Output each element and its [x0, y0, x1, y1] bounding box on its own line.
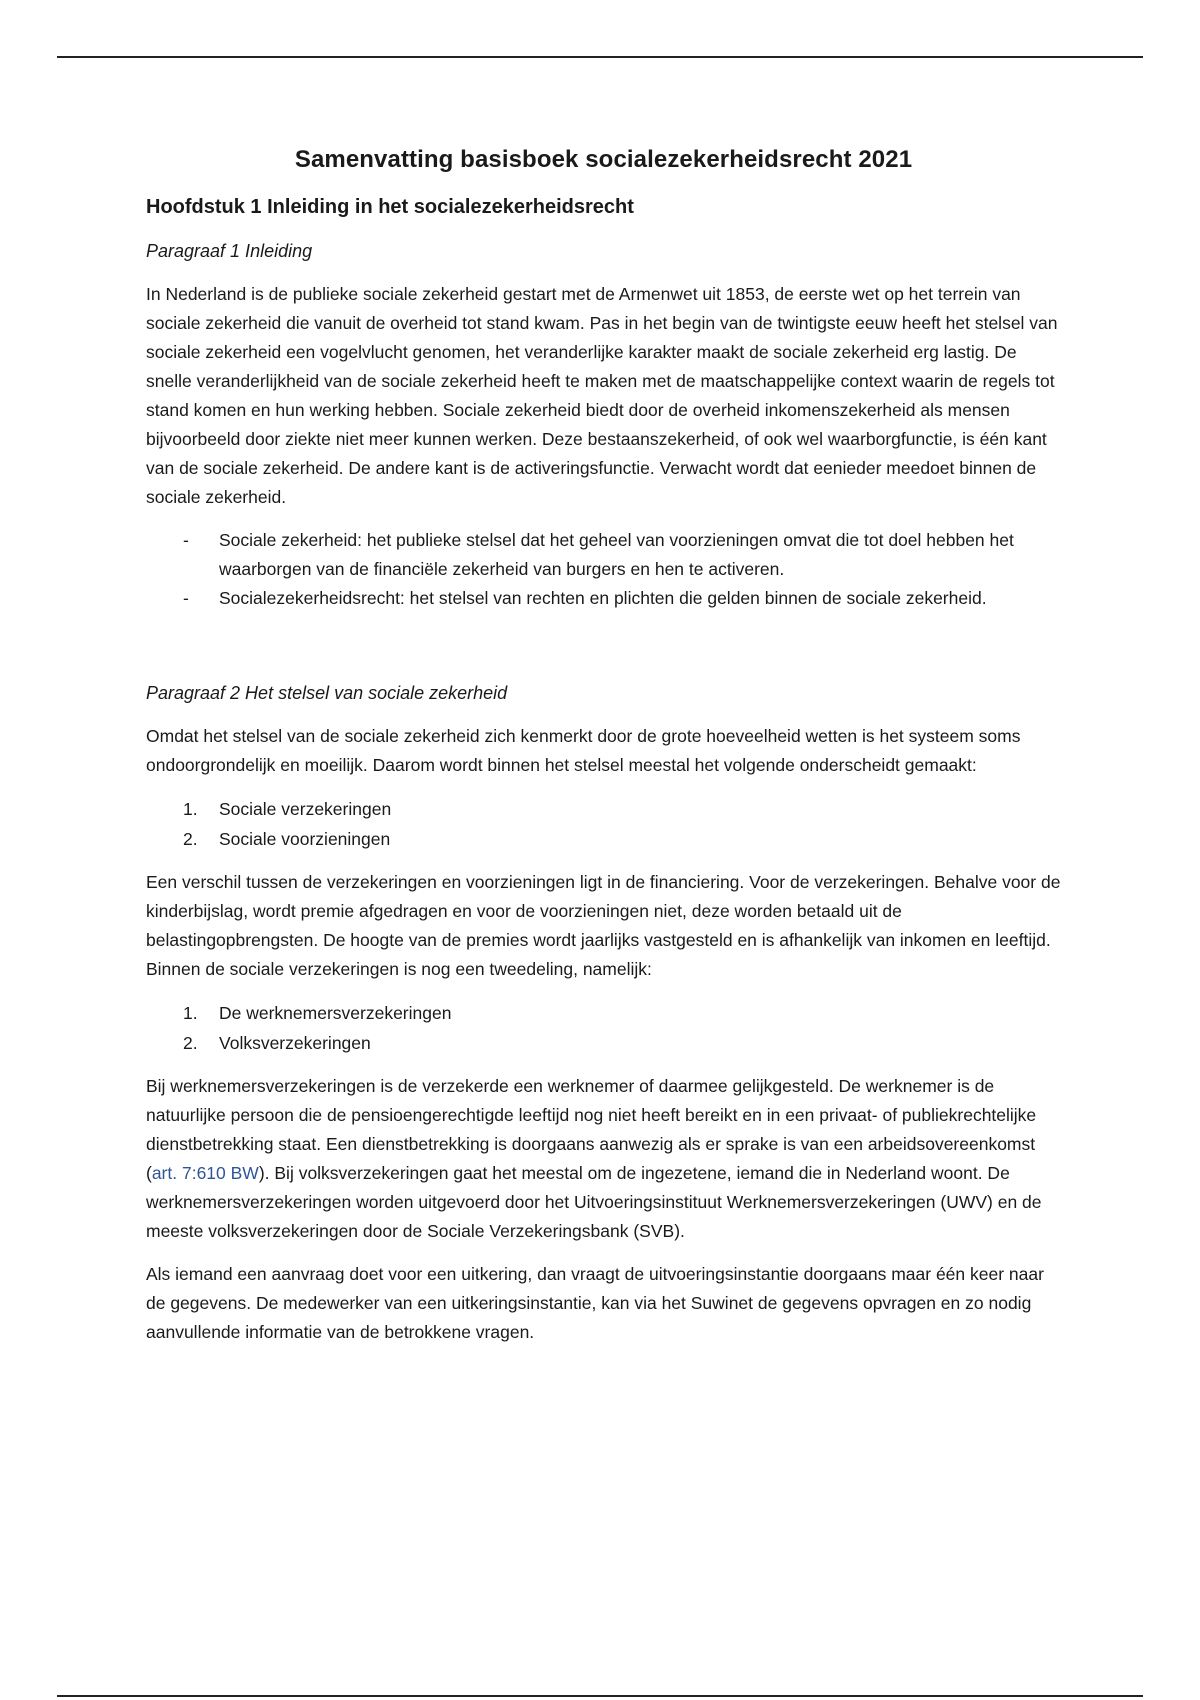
number-marker: 1. — [183, 799, 198, 819]
number-marker: 2. — [183, 829, 198, 849]
dash-marker: - — [183, 588, 189, 608]
list-item-text: Sociale verzekeringen — [219, 799, 392, 819]
section2-paragraph-1: Omdat het stelsel van de sociale zekerheid zich kenmerkt door de grote hoeveelheid wetten is het systeem soms ondoorgrondelijk en moeilijk. Daarom wordt binnen het stelsel meestal het volgende onderscheidt gemaakt: — [146, 726, 1021, 775]
section1-paragraph: In Nederland is de publieke sociale zekerheid gestart met de Armenwet uit 1853, de eerste wet op het terrein van sociale zekerheid die vanuit de overheid tot stand kwam. Pas in het begin van de twintigste eeuw heeft het stelsel van sociale zekerheid een vogelvlucht genomen, het veranderlijke karakter maakt de sociale zekerheid erg lastig. De snelle veranderlijkheid van de sociale zekerheid heeft te maken met de maatschappelijke context waarin de regels tot stand komen en hun werking hebben. Sociale zekerheid biedt door de overheid inkomenszekerheid als mensen bijvoorbeeld door ziekte niet meer kunnen werken. Deze bestaanszekerheid, of ook wel waarborgfunctie, is één kant van de sociale zekerheid. De andere kant is de activeringsfunctie. Verwacht wordt dat eenieder meedoet binnen de sociale zekerheid. — [146, 284, 1058, 507]
document-page — [146, 146, 1061, 1361]
paragraph-text: Bij werknemersverzekeringen is de verzekerde een werknemer of daarmee gelijkgesteld. De werknemer is de natuurlijke persoon die de pensioengerechtigde leeftijd nog niet heeft bereikt en in een privaat- of publiekrechtelijke dienstbetrekking staat. Een dienstbetrekking is doorgaans aanwezig als er sprake is van een arbeidsovereenkomst ( — [146, 1076, 1037, 1183]
article-link[interactable]: art. 7:610 BW — [151, 1163, 259, 1183]
number-marker: 1. — [183, 1003, 198, 1023]
list-item-text: Socialezekerheidsrecht: het stelsel van rechten en plichten die gelden binnen de sociale zekerheid. — [219, 588, 987, 608]
number-marker: 2. — [183, 1033, 198, 1053]
list-item — [146, 998, 1061, 1028]
section-heading-2: Paragraaf 2 Het stelsel van sociale zekerheid — [146, 683, 508, 703]
section2-paragraph-4: Als iemand een aanvraag doet voor een uitkering, dan vraagt de uitvoeringsinstantie doorgaans maar één keer naar de gegevens. De medewerker van een uitkeringsinstantie, kan via het Suwinet de gegevens opvragen en zo nodig aanvullende informatie van de betrokkene vragen. — [146, 1264, 1044, 1342]
section2-paragraph-2: Een verschil tussen de verzekeringen en voorzieningen ligt in de financiering. Voor de verzekeringen. Behalve voor de kinderbijslag, wordt premie afgedragen en voor de voorzieningen niet, deze worden betaald uit de belastingopbrengsten. De hoogte van de premies wordt jaarlijks vastgesteld en is afhankelijk van inkomen en leeftijd. Binnen de sociale verzekeringen is nog een tweedeling, namelijk: — [146, 872, 1061, 979]
list-item — [146, 824, 1061, 854]
document-title: Samenvatting basisboek socialezekerheidsrecht 2021 — [294, 146, 913, 173]
list-item-text: Sociale zekerheid: het publieke stelsel dat het geheel van voorzieningen omvat die tot doel hebben het waarborgen van de financiële zekerheid van burgers en hen te activeren. — [219, 530, 1014, 579]
list-item — [146, 584, 1061, 613]
list-item — [146, 526, 1061, 584]
list-item-text: De werknemersverzekeringen — [219, 1003, 452, 1023]
list-item-text: Sociale voorzieningen — [219, 829, 391, 849]
header-rule — [57, 56, 1143, 58]
list-item — [146, 1028, 1061, 1058]
definition-list — [146, 526, 1061, 613]
chapter-heading: Hoofdstuk 1 Inleiding in het socialezekerheidsrecht — [146, 196, 634, 218]
numbered-list-2 — [146, 998, 1061, 1058]
section-heading-1: Paragraaf 1 Inleiding — [146, 241, 313, 261]
paragraph-text: ). Bij volksverzekeringen gaat het meestal om de ingezetene, iemand die in Nederland woont. De werknemersverzekeringen worden uitgevoerd door het Uitvoeringsinstituut Werknemersverzekeringen (UWV) en de meeste volksverzekeringen door de Sociale Verzekeringsbank (SVB). — [146, 1163, 1042, 1241]
spacer — [146, 627, 1061, 683]
list-item — [146, 794, 1061, 824]
dash-marker: - — [183, 530, 189, 550]
numbered-list-1 — [146, 794, 1061, 854]
section2-paragraph-3 — [146, 1072, 1061, 1246]
footer-rule — [57, 1695, 1143, 1697]
list-item-text: Volksverzekeringen — [219, 1033, 371, 1053]
